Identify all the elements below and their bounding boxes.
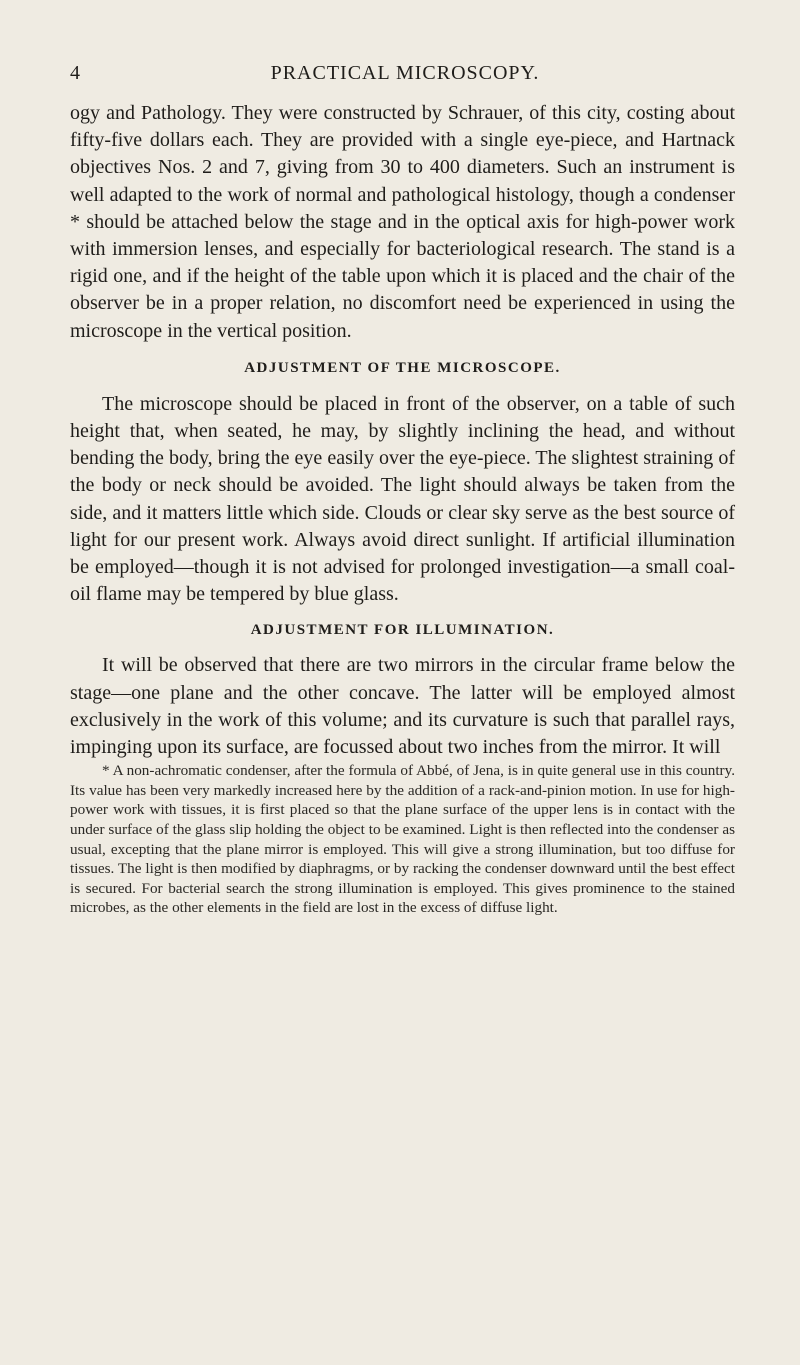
book-title: PRACTICAL MICROSCOPY.	[270, 62, 540, 84]
section-heading-adjustment-microscope: ADJUSTMENT OF THE MICROSCOPE.	[244, 359, 561, 376]
section-heading-adjustment-illumination: ADJUSTMENT FOR ILLUMINATION.	[250, 622, 555, 639]
page-number: 4	[70, 62, 81, 84]
body-text	[70, 100, 735, 918]
footnote: * A non-achromatic condenser, after the formula of Abbé, of Jena, is in quite general use in this country. Its value has been very markedly increased here by the addition of a rack-and-pinion motion. In use for high-power work with tissues, it is first placed so that the plane surface of the upper lens is in contact with the under surface of the glass slip holding the object to be examined. Light is then reflected into the condenser as usual, excepting that the plane mirror is employed. This will give a strong illumination, but too diffuse for tissues. The light is then modified by diaphragms, or by racking the condenser downward until the best effect is secured. For bacterial search the strong illumination is employed. This gives prominence to the stained microbes, as the other elements in the field are lost in the excess of diffuse light.	[70, 762, 735, 917]
paragraph-continued: ogy and Pathology. They were constructed by Schrauer, of this city, costing about fifty-five dollars each. They are provided with a single eye-piece, and Hartnack objectives Nos. 2 and 7, giving from 30 to 400 diameters. Such an instrument is well adapted to the work of normal and pathological histology, though a condenser * should be attached below the stage and in the optical axis for high-power work with immersion lenses, and especially for bacteriological research. The stand is a rigid one, and if the height of the table upon which it is placed and the chair of the observer be in a proper relation, no discomfort need be experienced in using the microscope in the vertical position.	[70, 102, 735, 342]
paragraph-adjustment-illumination: It will be observed that there are two mirrors in the circular frame below the stage—one plane and the other concave. The latter will be employed almost exclusively in the work of this volume; and its curvature is such that parallel rays, impinging upon its surface, are focussed about two inches from the mirror. It will	[70, 654, 735, 759]
paragraph-adjustment-microscope: The microscope should be placed in front of the observer, on a table of such height that, when seated, he may, by slightly inclining the head, and without bending the body, bring the eye easily over the eye-piece. The slightest straining of the body or neck should be avoided. The light should always be taken from the side, and it matters little which side. Clouds or clear sky serve as the best source of light for our present work. Always avoid direct sunlight. If artificial illumination be employed—though it is not advised for prolonged investigation—a small coal-oil flame may be tempered by blue glass.	[70, 392, 735, 606]
running-head	[70, 62, 740, 88]
